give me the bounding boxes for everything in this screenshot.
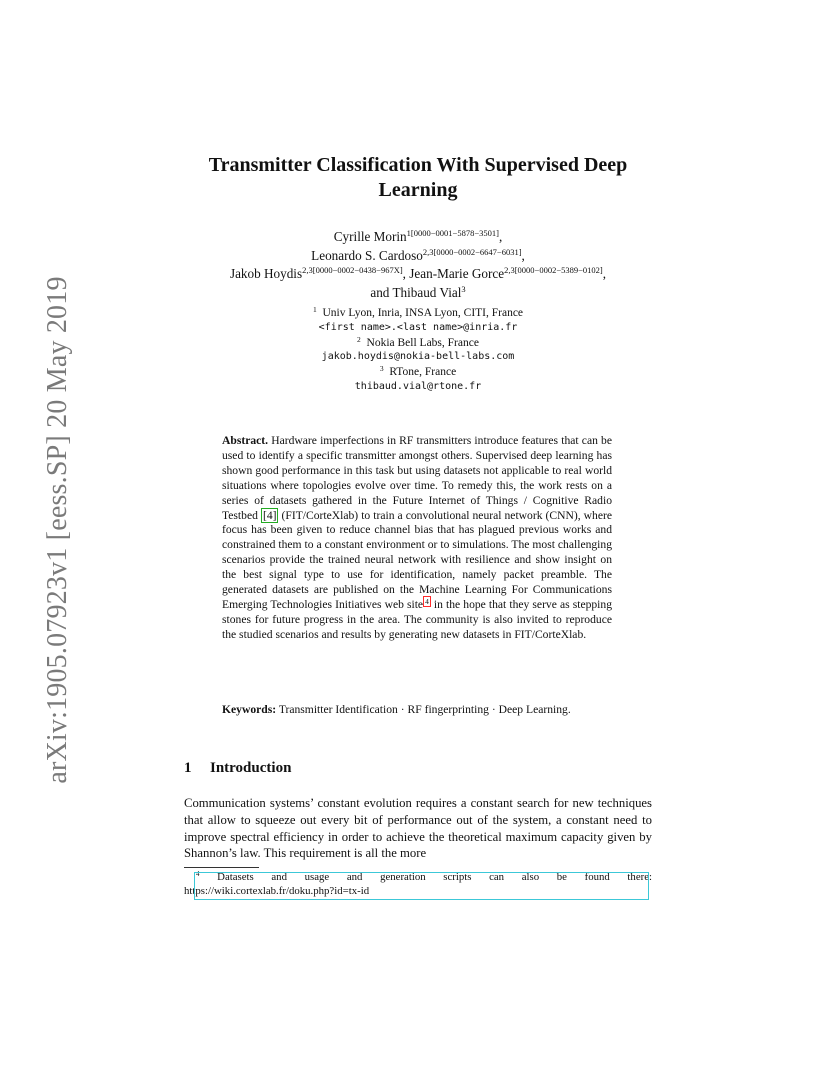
affil-number: 3 bbox=[379, 364, 384, 374]
affil-number: 2 bbox=[357, 334, 361, 344]
author-name: Jakob Hoydis bbox=[229, 266, 303, 281]
affiliation-1 bbox=[184, 306, 652, 321]
arxiv-stamp: arXiv:1905.07923v1 [eess.SP] 20 May 2019 bbox=[42, 276, 73, 784]
title-line-1: Transmitter Classification With Supervised Deep bbox=[208, 154, 628, 176]
author-name: and Thibaud Vial bbox=[370, 284, 462, 300]
affil-sup: 3 bbox=[461, 283, 466, 294]
abstract-label: Abstract. bbox=[222, 434, 269, 447]
affil-email: <first name>.<last name>@inria.fr bbox=[318, 321, 518, 333]
orcid-sup: 2,3[0000−0002−0438−967X] bbox=[302, 265, 403, 275]
abstract bbox=[222, 434, 612, 643]
abstract-text-2: (FIT/CorteXlab) to train a convolutional neural network (CNN), where focus has been given to reduce channel bias that has plagued previous works and constrained them to a constant environment or to simulations. The most challenging scenarios provide the trained neural network with resilience and show insight on the best signal type to use for identification, namely packet preamble. The generated datasets are published on the Machine Learning For Communications Emerging Technologies Initiatives web site bbox=[222, 508, 613, 611]
footnote-url[interactable]: https://wiki.cortexlab.fr/doku.php?id=tx-id bbox=[184, 884, 370, 897]
abstract-text-1: Hardware imperfections in RF transmitters introduce features that can be used to identify a specific transmitter amongst others. Supervised deep learning has shown good performance in this task but using datasets not applicable to real world situations where topologies evolve over time. To remedy this, the work rests on a series of datasets gathered in the Future Internet of Things / Cognitive Radio Testbed bbox=[222, 434, 612, 522]
footnote-line-1 bbox=[184, 871, 652, 885]
affil-name: Univ Lyon, Inria, INSA Lyon, CITI, France bbox=[322, 307, 524, 319]
author-name: Jean-Marie Gorce bbox=[409, 266, 505, 281]
affil-name: RTone, France bbox=[389, 366, 457, 379]
author-name: Leonardo S. Cardoso bbox=[311, 247, 423, 263]
affil-email: thibaud.vial@rtone.fr bbox=[354, 380, 482, 392]
affiliation-3 bbox=[184, 365, 652, 380]
affil-name: Nokia Bell Labs, France bbox=[366, 336, 479, 349]
section-title: Introduction bbox=[210, 760, 292, 776]
orcid-sup: 2,3[0000−0002−5389−0102] bbox=[504, 265, 603, 275]
footnote-text: Datasets and usage and generation scripts can also be found there: bbox=[217, 871, 653, 883]
footnote-number: 4 bbox=[196, 870, 200, 878]
affil-email: jakob.hoydis@nokia-bell-labs.com bbox=[321, 351, 515, 363]
footnote-rule bbox=[184, 867, 259, 868]
orcid-sup: 2,3[0000−0002−6647−6031] bbox=[422, 246, 522, 257]
citation-link[interactable]: [4] bbox=[262, 508, 277, 522]
affil-number: 1 bbox=[312, 305, 317, 314]
keywords bbox=[222, 703, 612, 718]
footnote bbox=[184, 871, 652, 899]
section-heading bbox=[184, 760, 291, 777]
affiliation-list bbox=[184, 306, 652, 395]
affiliation-2 bbox=[184, 336, 652, 351]
author-name: Cyrille Morin bbox=[333, 229, 407, 244]
keywords-text: Transmitter Identification · RF fingerprinting · Deep Learning. bbox=[278, 703, 571, 716]
footnote-ref-link[interactable]: 4 bbox=[425, 596, 429, 606]
abstract-text-3: in the hope that they serve as stepping stones for future progress in the area. The community is also invited to reproduce the studied scenarios and results by generating new datasets in FIT/CorteXlab. bbox=[222, 597, 612, 641]
orcid-sup: 1[0000−0001−5878−3501] bbox=[406, 228, 499, 238]
citation-number: 4 bbox=[266, 508, 273, 522]
section-number: 1 bbox=[184, 760, 192, 776]
title-line-2: Learning bbox=[378, 179, 458, 201]
paper-title bbox=[184, 153, 652, 203]
body-paragraph: Communication systems’ constant evolution requires a constant search for new techniques that allow to squeeze out every bit of performance out of the system, a constant need to improve spectral efficiency in order to achieve the theoretical maximum capacity given by Shannon’s law. This requirement is all the more bbox=[184, 796, 652, 861]
author-list: Cyrille Morin$^{1[0000-0001-5878-3501]}$, Leonardo S. Cardoso$^{2,3[0000-0002-6647-6031]}$, Jakob Hoydis$^{2,3[0000-0002-0438-967X]}$, Jean-Marie Gorce$^{2,3[0000-0002-5389-0102]}$, and Thibaud Vial$^3$ bbox=[229, 228, 607, 300]
keywords-label: Keywords: bbox=[222, 703, 277, 716]
